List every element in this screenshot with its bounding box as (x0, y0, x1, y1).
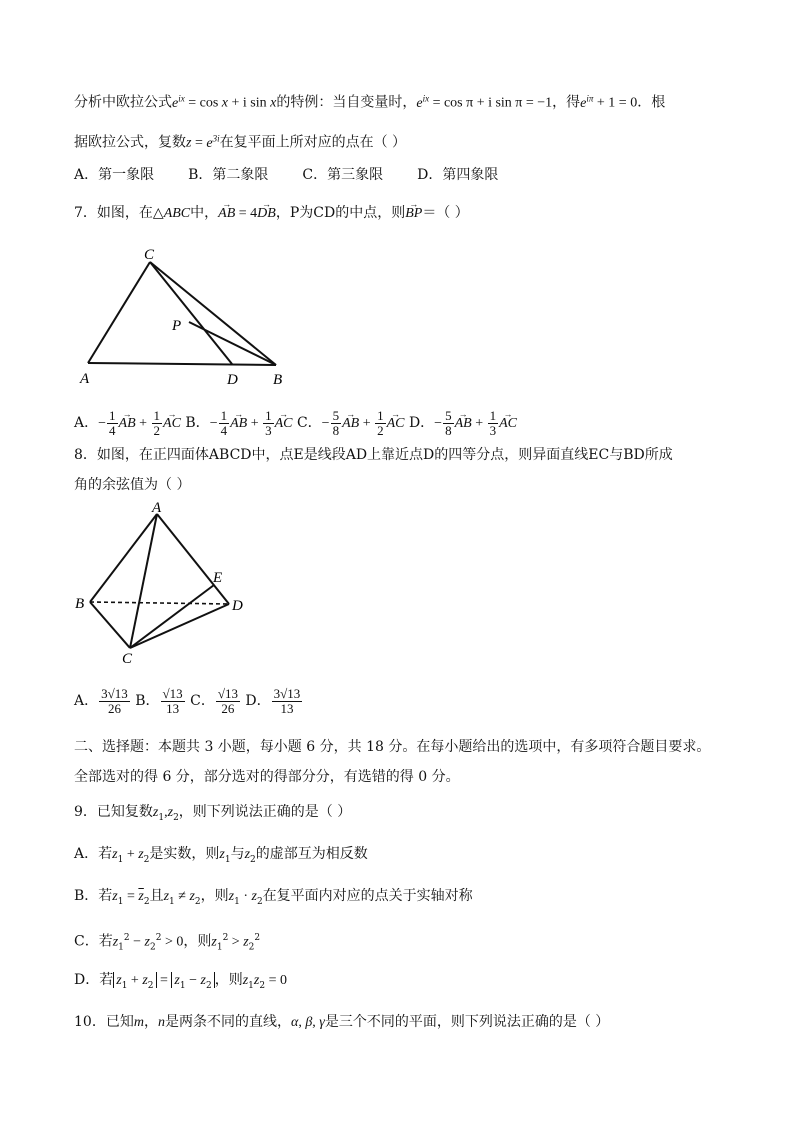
q9-option-a: A．若$z_1 + z_2$是实数，则$z_1$与$z_2$的虚部互为相反数 (74, 846, 368, 865)
q9-text: 在复平面内对应的点关于实轴对称 (262, 888, 473, 904)
q7-text: 中， (190, 205, 219, 221)
q8-label-c: C (122, 651, 133, 667)
q9-text: 的虚部互为相反数 (255, 846, 368, 862)
q9-text: ，则 (200, 888, 229, 904)
q7-option-b-label: B． (185, 415, 210, 431)
q6-option-d: D．第四象限 (417, 167, 499, 183)
q9-text: 与 (230, 846, 245, 862)
q7-option-a-label: A． (74, 415, 99, 431)
q10-text: 10．已知 (74, 1014, 134, 1030)
q9-text: 9．已知复数 (74, 804, 153, 820)
q7-text: ，P为CD的中点，则 (275, 205, 406, 221)
q9-option-b: B．若$z_1 = \overline{z}_2$且$z_1 \ne z_2$，则$z_1 \cdot z_2$在复平面内对应的点关于实轴对称 (74, 888, 473, 907)
q6-line-2: 据欧拉公式，复数$z = e^{3i}$在复平面上所对应的点在（ ） (74, 133, 407, 151)
q6-text: ．根 (637, 94, 666, 111)
q6-text: 分析中欧拉公式 (74, 94, 172, 111)
q7-label-b: B (273, 372, 283, 388)
q7-option-c-label: C． (296, 415, 322, 431)
q7-label-a: A (80, 371, 90, 387)
q7-option-d-label: D． (408, 415, 435, 431)
q6-option-a: A．第一象限 (74, 167, 155, 183)
q8-option-b-label: B． (135, 693, 160, 709)
q9-text: ，则 (183, 933, 212, 950)
q7-text: 7．如图，在 (74, 205, 153, 221)
q9-text: 是实数，则 (149, 846, 220, 862)
q7-label-d: D (227, 372, 238, 388)
q8-line-1: 8．如图，在正四面体ABCD中，点E是线段AD上靠近点D的四等分点，则异面直线EC与BD所成 (74, 447, 673, 463)
q8-figure (72, 500, 262, 670)
q9-text: D．若 (74, 972, 114, 988)
q9-stem: 9．已知复数$z_1,z_2$，则下列说法正确的是（ ） (74, 804, 352, 823)
q8-options: A． $\frac{3√13}{26}$ B． $\frac{√13}{13}$ C． $\frac{√13}{26}$ D． $\frac{3√13}{13}$ (74, 685, 301, 716)
q8-label-d: D (232, 598, 243, 614)
q6-line-1: 分析中欧拉公式$e^{ix} = \cos x + i$ sin x的特例：当自变量时，$e^{ix} = \cos \pi + i$ sin π = −1，得$e^{i\pi} + 1 = 0$．根 (74, 93, 666, 111)
q7-label-p: P (172, 318, 182, 334)
q8-option-a-label: A． (74, 693, 99, 709)
q7-figure (72, 244, 302, 390)
q9-option-d: D．若 $z_1 + z_2 = z_1 - z_2$ ，则$z_1z_2 = 0$ (74, 972, 287, 991)
q7-options: A．− $\frac{1}{4}$ → AB + $\frac{1}{2}$ → AC B．− $\frac{1}{4}$ → AB + $\frac{1}{3}$ → AC C．− $\frac{5}{8}$ → AB + $\frac{1}{2}$ → AC D．− $\frac{5}{8}$ → AB + $\frac{1}{3}$ → AC (74, 408, 754, 439)
q8-option-c-label: C． (190, 693, 215, 709)
q7-label-c: C (144, 247, 155, 263)
q6-options (74, 165, 754, 185)
q9-option-c: C．若$z_1^2 - z_2^2 > 0$，则$z_1^2 > z_2^2$ (74, 933, 261, 953)
q6-text: 据欧拉公式，复数 (74, 134, 186, 151)
q10-stem: 10．已知m，n是两条不同的直线，α, β, γ是三个不同的平面，则下列说法正确的是（ ） (74, 1014, 610, 1030)
q7-text: ＝（ ） (422, 205, 469, 221)
q8-label-a: A (152, 500, 162, 516)
q9-text: ，则下列说法正确的是（ ） (178, 804, 352, 820)
q9-text: 且 (149, 888, 164, 904)
q6-option-b: B．第二象限 (188, 167, 269, 183)
q8-label-b: B (75, 596, 85, 612)
q10-text: 是两条不同的直线， (164, 1014, 291, 1030)
q6-text: 的特例：当自变量时， (276, 94, 417, 111)
q10-text: 是三个不同的平面，则下列说法正确的是（ ） (324, 1014, 610, 1030)
q6-text: 在复平面上所对应的点在（ ） (219, 134, 407, 151)
q9-text: ，则 (214, 972, 243, 988)
q9-text: C．若 (74, 933, 113, 950)
q8-line-2: 角的余弦值为（ ） (74, 477, 191, 493)
q8-option-d-label: D． (245, 693, 271, 709)
q6-option-c: C．第三象限 (302, 167, 384, 183)
q7-stem: 7．如图，在△ABC中，→ AB = 4→ DB，P为CD的中点，则→ BP＝（ ） (74, 203, 754, 224)
q9-text: A．若 (74, 846, 113, 862)
section2-line-2: 全部选对的得 6 分，部分选对的得部分分，有选错的得 0 分。 (74, 769, 460, 785)
section2-line-1: 二、选择题：本题共 3 小题，每小题 6 分，共 18 分。在每小题给出的选项中，有多项符合题目要求。 (74, 739, 711, 755)
q8-label-e: E (213, 570, 223, 586)
q6-text: ，得 (552, 94, 581, 111)
q9-text: B．若 (74, 888, 113, 904)
